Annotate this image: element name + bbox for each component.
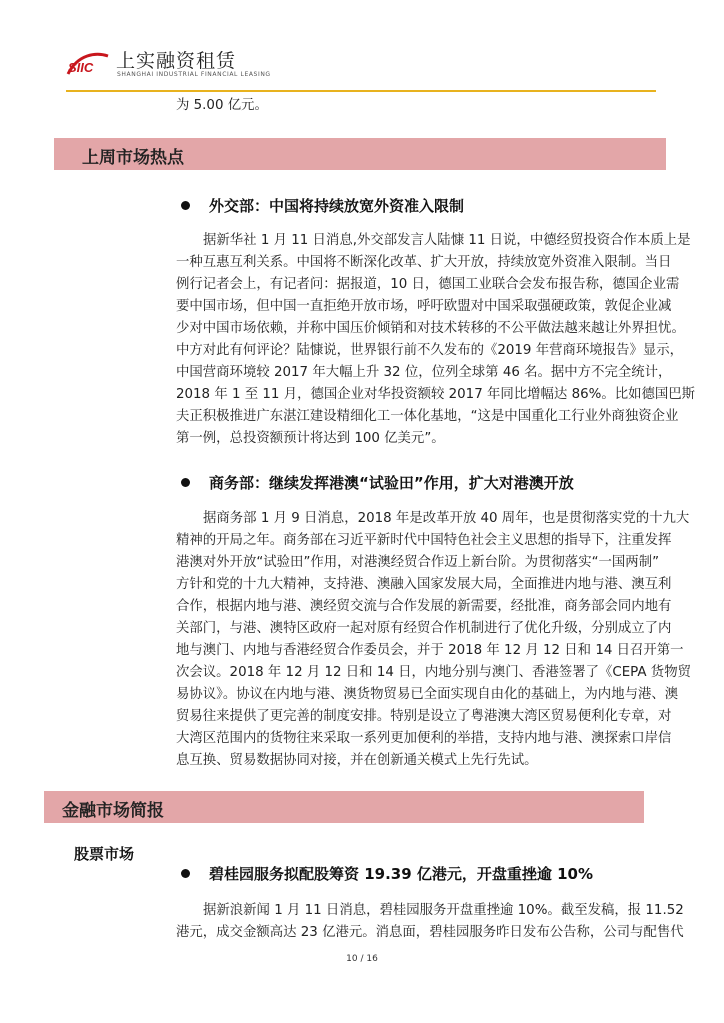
header-divider <box>66 90 656 92</box>
company-logo <box>66 44 271 84</box>
paragraph-line: 中方对此有何评论？陆慷说，世界银行前不久发布的《2019 年营商环境报告》显示， <box>176 343 684 358</box>
article-heading: 商务部：继续发挥港澳“试验田”作用，扩大对港澳开放 <box>209 474 574 492</box>
paragraph-line: 据商务部 1 月 9 日消息，2018 年是改革开放 40 周年，也是贯彻落实党的十九大 <box>203 511 690 526</box>
paragraph-line: 第一例，总投资额预计将达到 100 亿美元”。 <box>176 431 445 446</box>
article-heading: 碧桂园服务拟配股筹资 19.39 亿港元，开盘重挫逾 10% <box>209 865 594 883</box>
page-number: 10 / 16 <box>346 954 378 964</box>
paragraph-line: 次会议。2018 年 12 月 12 日和 14 日，内地分别与澳门、香港签署了《CEPA 货物贸 <box>176 665 691 680</box>
paragraph-line: 关部门，与港、澳特区政府一起对原有经贸合作机制进行了优化升级，分别成立了内 <box>176 621 672 636</box>
paragraph-line: 港元，成交金额高达 23 亿港元。消息面，碧桂园服务昨日发布公告称，公司与配售代 <box>176 925 684 940</box>
section-title-finance: 金融市场简报 <box>62 801 164 821</box>
paragraph-line: 港澳对外开放“试验田”作用，对港澳经贸合作迈上新台阶。为贯彻落实“一国两制” <box>176 555 660 570</box>
bullet-icon <box>181 869 190 878</box>
paragraph-line: 易协议》。协议在内地与港、澳货物贸易已全面实现自由化的基础上，为内地与港、澳 <box>176 687 679 702</box>
paragraph-line: 一种互惠互利关系。中国将不断深化改革、扩大开放，持续放宽外资准入限制。当日 <box>176 255 672 270</box>
paragraph-line: 贸易往来提供了更完善的制度安排。特别是设立了粤港澳大湾区贸易便利化专章，对 <box>176 709 672 724</box>
paragraph-line: 地与澳门、内地与香港经贸合作委员会，并于 2018 年 12 月 12 日和 14 日召开第一 <box>176 643 684 658</box>
paragraph-line: 息互换、贸易数据协同对接，并在创新通关模式上先行先试。 <box>176 753 538 768</box>
company-name-en: SHANGHAI INDUSTRIAL FINANCIAL LEASING <box>117 71 271 78</box>
paragraph-line: 中国营商环境较 2017 年大幅上升 32 位，位列全球第 46 名。据中方不完全统计， <box>176 365 672 380</box>
paragraph-line: 精神的开局之年。商务部在习近平新时代中国特色社会主义思想的指导下，注重发挥 <box>176 533 672 548</box>
paragraph-line: 据新浪新闻 1 月 11 日消息，碧桂园服务开盘重挫逾 10%。截至发稿，报 11.52 <box>203 903 684 918</box>
paragraph-line: 例行记者会上，有记者问：据报道，10 日，德国工业联合会发布报告称，德国企业需 <box>176 277 680 292</box>
section-title-hot: 上周市场热点 <box>82 148 184 168</box>
siic-logo-icon <box>66 50 110 76</box>
bullet-icon <box>181 201 190 210</box>
paragraph-line: 2018 年 1 至 11 月，德国企业对华投资额较 2017 年同比增幅达 86%。比如德国巴斯 <box>176 387 696 402</box>
logo-mark-text: SIIC <box>68 60 94 75</box>
paragraph-line: 少对中国市场依赖，并称中国压价倾销和对技术转移的不公平做法越来越让外界担忧。 <box>176 321 685 336</box>
article-heading: 外交部：中国将持续放宽外资准入限制 <box>209 197 465 215</box>
paragraph-line: 要中国市场，但中国一直拒绝开放市场，呼吁欧盟对中国采取强硬政策，敦促企业减 <box>176 299 672 314</box>
paragraph-line: 大湾区范围内的货物往来采取一系列更加便利的举措，支持内地与港、澳探索口岸信 <box>176 731 672 746</box>
bullet-icon <box>181 478 190 487</box>
paragraph-line: 方针和党的十九大精神，支持港、澳融入国家发展大局，全面推进内地与港、澳互利 <box>176 577 672 592</box>
section-banner-hot <box>54 138 666 170</box>
paragraph-line: 夫正积极推进广东湛江建设精细化工一体化基地，“这是中国重化工行业外商独资企业 <box>176 409 679 424</box>
section-banner-finance <box>44 791 644 823</box>
intro-line: 为 5.00 亿元。 <box>176 98 268 113</box>
subsection-title: 股票市场 <box>74 845 135 863</box>
paragraph-line: 据新华社 1 月 11 日消息,外交部发言人陆慷 11 日说，中德经贸投资合作本质上是 <box>203 233 691 248</box>
company-name: 上实融资租赁 <box>116 50 237 72</box>
paragraph-line: 合作，根据内地与港、澳经贸交流与合作发展的新需要，经批准，商务部会同内地有 <box>176 599 672 614</box>
